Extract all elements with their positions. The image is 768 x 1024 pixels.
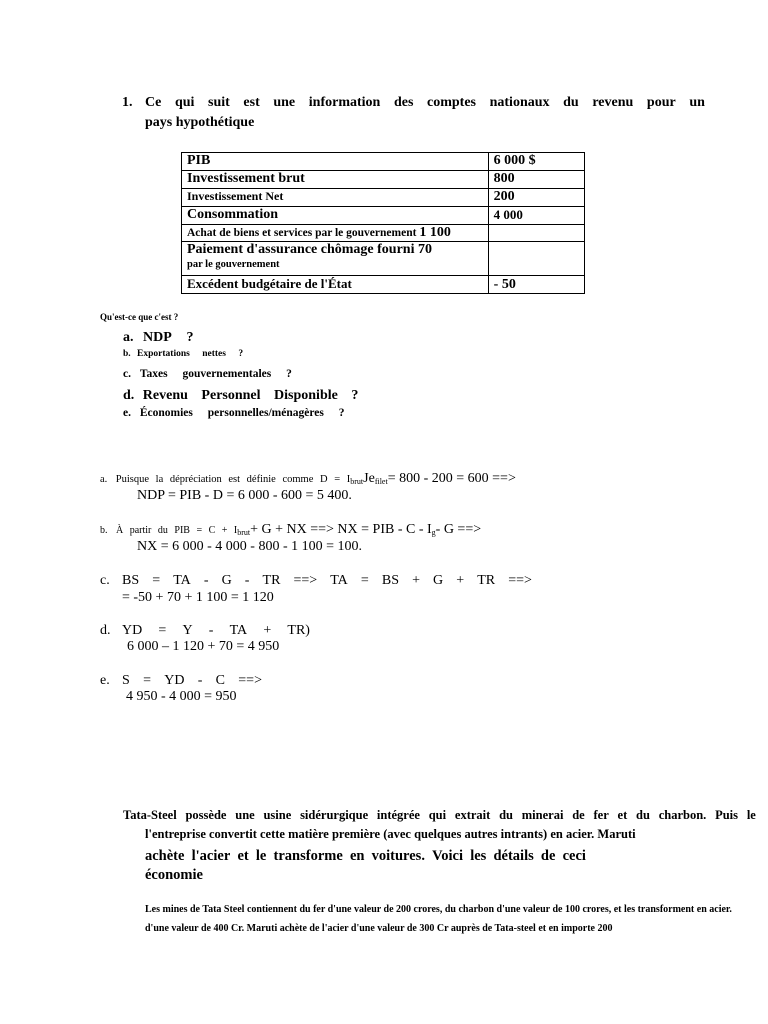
answer-e-line2: 4 950 - 4 000 = 950 [126, 689, 237, 704]
word: de [572, 808, 585, 822]
word: minerai [521, 808, 564, 822]
table-cell-value [488, 225, 584, 242]
table-row [182, 276, 585, 294]
table-cell-label: Excédent budgétaire de l'État [182, 276, 489, 294]
word: S [122, 673, 130, 688]
word: revenu [592, 95, 634, 110]
answer-b-line2: NX = 6 000 - 4 000 - 800 - 1 100 = 100. [137, 539, 362, 554]
word: G [221, 573, 232, 588]
question-number: 1. [122, 95, 133, 110]
table-cell-value: 200 [488, 189, 584, 207]
word: nationaux [489, 95, 550, 110]
answer-e-equation [122, 673, 262, 689]
word: TA [229, 623, 248, 638]
word: voitures. [371, 848, 425, 864]
table-cell-label-line1: Paiement d'assurance chômage fourni 70 [187, 242, 432, 257]
table-cell-value: 6 000 $ [488, 153, 584, 171]
table-cell-label: Investissement brut [182, 171, 489, 189]
answer-text: Je [363, 471, 375, 486]
word: information [308, 95, 381, 110]
table-cell-value: 4 000 [488, 207, 584, 225]
word: ==> [238, 673, 262, 688]
word: en [349, 848, 365, 864]
question-b [123, 349, 243, 359]
question-letter: b. [123, 349, 131, 359]
word: est [243, 95, 260, 110]
answer-letter: a. [100, 474, 108, 485]
word: détails [493, 848, 534, 864]
table-cell-value: 800 [488, 171, 584, 189]
answer-e-line1 [100, 673, 262, 689]
word: YD [122, 623, 143, 638]
word: = [143, 673, 151, 688]
word: Puis [715, 808, 739, 822]
answer-subscript: filet [374, 477, 388, 486]
word: qui [428, 808, 447, 822]
answer-letter: b. [100, 525, 108, 536]
table-row [182, 171, 585, 189]
answer-c-line2: = -50 + 70 + 1 100 = 1 120 [122, 590, 274, 605]
word: l'acier [191, 848, 231, 864]
word: Ce [145, 95, 162, 110]
word: - [197, 673, 203, 688]
word: usine [263, 808, 292, 822]
table-row [182, 225, 585, 242]
question-c [123, 368, 292, 380]
word: du [499, 808, 513, 822]
word: une [235, 808, 255, 822]
table-cell-value: - 50 [488, 276, 584, 294]
table-row [182, 242, 585, 276]
question-letter: a. [123, 330, 134, 345]
word: TA [173, 573, 191, 588]
word: extrait [454, 808, 491, 822]
question-word: ? [186, 330, 194, 345]
word: TR) [287, 623, 310, 638]
table-row [182, 189, 585, 207]
answer-d-line2: 6 000 – 1 120 + 70 = 4 950 [127, 639, 280, 654]
answer-letter: e. [100, 673, 110, 688]
word: = [158, 623, 167, 638]
answer-c-equation [122, 573, 532, 589]
word: TR [262, 573, 281, 588]
word: un [689, 95, 705, 110]
word: du [636, 808, 650, 822]
question-word: ? [286, 368, 292, 380]
question-word: NDP [143, 330, 171, 345]
question-word: Disponible [274, 388, 338, 403]
tata-paragraph-line2: l'entreprise convertit cette matière première (avec quelques autres intrants) en acier. Maruti [145, 827, 636, 841]
word: - [208, 623, 214, 638]
questions-intro: Qu'est-ce que c'est ? [100, 312, 179, 322]
answer-d-line1 [100, 623, 310, 639]
word: BS [122, 573, 140, 588]
word: + [456, 573, 465, 588]
word: qui [174, 95, 195, 110]
word: les [470, 848, 487, 864]
word: comptes [427, 95, 476, 110]
word: transforme [273, 848, 343, 864]
word: charbon. [658, 808, 707, 822]
word: des [393, 95, 414, 110]
table-cell-label [182, 225, 489, 242]
word: BS [381, 573, 399, 588]
question-letter: c. [123, 368, 131, 380]
word: YD [164, 673, 185, 688]
word: Tata-Steel [123, 808, 177, 822]
answer-subscript: brut [237, 528, 251, 537]
question-word: Personnel [201, 388, 261, 403]
question-a [123, 330, 194, 346]
question-word: Revenu [142, 388, 188, 403]
answer-d-equation [122, 623, 310, 639]
word: sidérurgique [300, 808, 369, 822]
word: suit [208, 95, 230, 110]
word: le [255, 848, 267, 864]
word: ==> [293, 573, 318, 588]
answer-text: - G ==> [435, 522, 482, 537]
answer-c-line1 [100, 573, 532, 589]
word: pour [646, 95, 676, 110]
table-row [182, 153, 585, 171]
table-cell-label: PIB [182, 153, 489, 171]
word: Voici [432, 848, 464, 864]
tata-details-line2: d'une valeur de 400 Cr. Maruti achète de l'acier d'une valeur de 300 Cr auprès de Tata-steel et en importe 200 [145, 923, 613, 934]
answer-subscript: brut [350, 477, 364, 486]
word: + [412, 573, 420, 588]
word: TA [330, 573, 348, 588]
word: ==> [508, 573, 532, 588]
table-cell-label-text: Achat de biens et services par le gouvernement [187, 227, 417, 239]
word: et [237, 848, 249, 864]
question-word: gouvernementales [182, 368, 272, 380]
word: - [244, 573, 250, 588]
word: intégrée [376, 808, 420, 822]
question-word: Économies [139, 407, 193, 419]
word: du [563, 95, 579, 110]
answer-a-line1 [100, 471, 516, 487]
tata-paragraph-line4: économie [145, 867, 203, 883]
question-letter: d. [123, 388, 135, 403]
tata-details-line1: Les mines de Tata Steel contiennent du fer d'une valeur de 200 crores, du charbon d'une valeur de 100 crores, et les transforment en acier. [145, 904, 732, 915]
word: G [433, 573, 444, 588]
question-word: ? [351, 388, 359, 403]
word: achète [145, 848, 185, 864]
answer-letter: d. [100, 623, 111, 638]
word: possède [185, 808, 227, 822]
question-text-line1 [145, 95, 705, 111]
question-d [123, 388, 358, 404]
national-accounts-table [181, 152, 585, 294]
answer-text: Puisque la dépréciation est définie comme D = I [115, 474, 351, 485]
word: TR [477, 573, 496, 588]
word: le [746, 808, 756, 822]
question-word: nettes [202, 349, 226, 359]
word: C [215, 673, 226, 688]
table-cell-value [488, 242, 584, 276]
answer-text: = 800 - 200 = 600 ==> [387, 471, 516, 486]
word: + [263, 623, 272, 638]
question-word: Taxes [139, 368, 168, 380]
word: Y [182, 623, 193, 638]
question-word: ? [338, 407, 345, 419]
table-cell-label: Consommation [182, 207, 489, 225]
answer-b-line1 [100, 522, 481, 538]
word: - [203, 573, 209, 588]
question-e [123, 407, 344, 419]
word: et [617, 808, 628, 822]
tata-paragraph-line3 [145, 848, 586, 865]
table-cell-label-amount: 1 100 [419, 225, 451, 240]
word: = [360, 573, 369, 588]
answer-text: À partir du PIB = C + I [116, 525, 238, 536]
question-word: personnelles/ménagères [207, 407, 324, 419]
word: ceci [562, 848, 586, 864]
table-cell-label: Investissement Net [182, 189, 489, 207]
answer-text: + G + NX ==> NX = PIB - C - I [250, 522, 432, 537]
tata-paragraph-line1 [123, 808, 756, 823]
question-word: ? [238, 349, 244, 359]
answer-letter: c. [100, 573, 110, 588]
word: de [540, 848, 556, 864]
answer-subscript: g [431, 528, 436, 537]
question-text-line2: pays hypothétique [145, 115, 255, 130]
word: fer [593, 808, 609, 822]
table-cell-label [182, 242, 489, 276]
word: = [152, 573, 161, 588]
question-word: Exportations [137, 349, 190, 359]
question-letter: e. [123, 407, 131, 419]
table-row [182, 207, 585, 225]
table-cell-label-line2: par le gouvernement [187, 259, 280, 270]
word: une [273, 95, 296, 110]
answer-a-line2: NDP = PIB - D = 6 000 - 600 = 5 400. [137, 488, 352, 503]
